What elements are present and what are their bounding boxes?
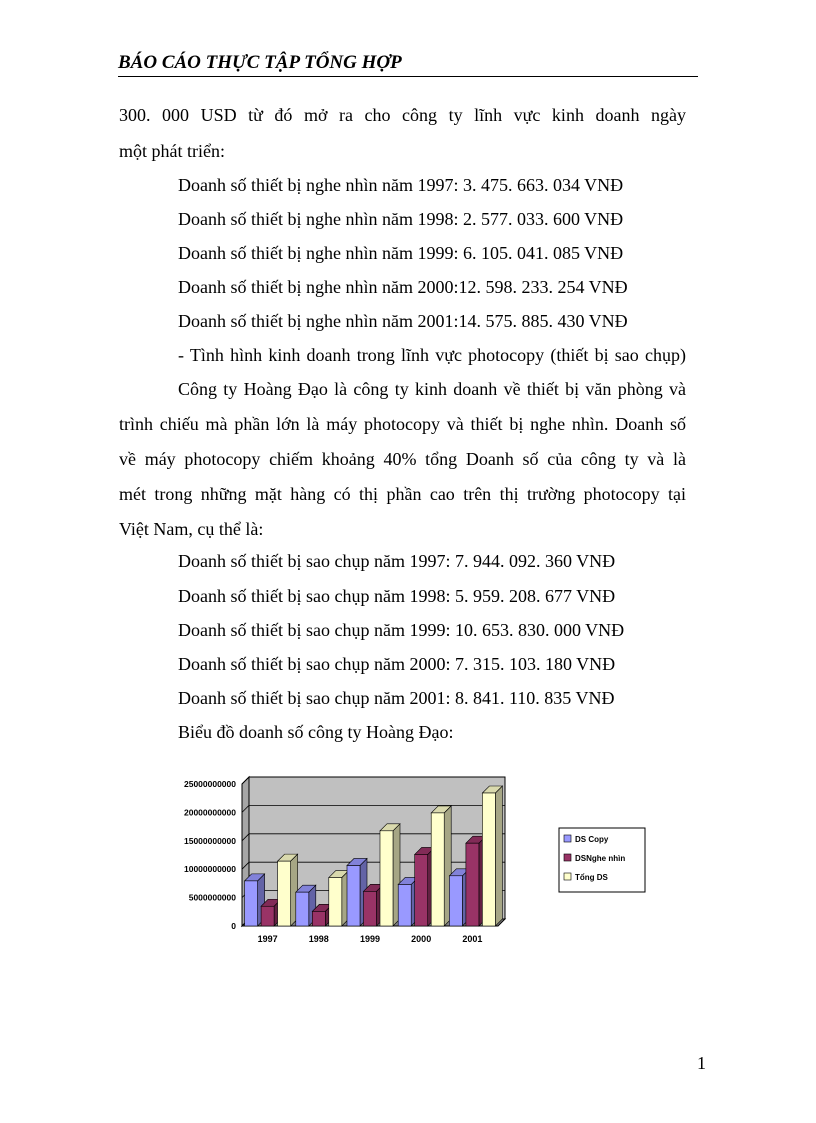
bar-front xyxy=(296,892,309,926)
bar-front xyxy=(415,854,428,926)
bar-front xyxy=(449,876,462,926)
paragraph-2-line-1: Công ty Hoàng Đạo là công ty kinh doanh về thiết bị văn phòng và xyxy=(178,379,686,399)
chart-ytick-label: 0 xyxy=(231,921,236,931)
bar-front xyxy=(312,911,325,926)
chart-ytick-label: 10000000000 xyxy=(183,864,236,875)
copy-sales-1998: Doanh số thiết bị sao chụp năm 1998: 5. 959. 208. 677 VNĐ xyxy=(178,586,616,606)
legend-swatch xyxy=(564,835,571,842)
bar-tổng-ds-2000 xyxy=(431,806,451,926)
bar-front xyxy=(329,878,342,926)
av-sales-1999: Doanh số thiết bị nghe nhìn năm 1999: 6. 105. 041. 085 VNĐ xyxy=(178,243,624,263)
bar-side xyxy=(495,786,502,926)
av-sales-1997: Doanh số thiết bị nghe nhìn năm 1997: 3. 475. 663. 034 VNĐ xyxy=(178,175,624,195)
bar-tổng-ds-1998 xyxy=(329,871,349,926)
copy-sales-2001: Doanh số thiết bị sao chụp năm 2001: 8. 841. 110. 835 VNĐ xyxy=(178,688,615,708)
page-number: 1 xyxy=(697,1053,706,1073)
legend-label: Tổng DS xyxy=(575,873,608,882)
chart-xtick-label: 1998 xyxy=(308,934,329,944)
copy-sales-2000: Doanh số thiết bị sao chụp năm 2000: 7. 315. 103. 180 VNĐ xyxy=(178,654,616,674)
chart-ytick-label: 20000000000 xyxy=(183,807,236,818)
av-sales-2000: Doanh số thiết bị nghe nhìn năm 2000:12. 598. 233. 254 VNĐ xyxy=(178,277,628,297)
paragraph-1-line-2: một phát triển: xyxy=(119,141,225,161)
header-rule xyxy=(118,76,698,77)
legend-swatch xyxy=(564,854,571,861)
bar-front xyxy=(261,906,274,926)
bar-front xyxy=(245,881,258,926)
copy-sales-1997: Doanh số thiết bị sao chụp năm 1997: 7. 944. 092. 360 VNĐ xyxy=(178,551,616,571)
bar-tổng-ds-2001 xyxy=(482,786,502,926)
chart-xtick-label: 2001 xyxy=(462,934,483,944)
bar-front xyxy=(347,865,360,926)
legend-label: DS Copy xyxy=(575,835,609,844)
chart-ytick-label: 25000000000 xyxy=(183,779,236,789)
sales-bar-chart xyxy=(183,770,652,960)
bar-tổng-ds-1999 xyxy=(380,824,400,926)
legend-label: DSNghe nhìn xyxy=(575,854,626,863)
photocopy-section-heading: - Tình hình kinh doanh trong lĩnh vực photocopy (thiết bị sao chụp) xyxy=(178,345,686,365)
paragraph-2-line-3: về máy photocopy chiếm khoảng 40% tổng Doanh số của công ty và là xyxy=(119,449,686,469)
chart-xtick-label: 1997 xyxy=(257,934,278,944)
legend-swatch xyxy=(564,873,571,880)
chart-caption: Biểu đồ doanh số công ty Hoàng Đạo: xyxy=(178,722,454,742)
report-header-title: BÁO CÁO THỰC TẬP TỔNG HỢP xyxy=(118,52,402,73)
bar-front xyxy=(398,884,411,926)
av-sales-2001: Doanh số thiết bị nghe nhìn năm 2001:14. 575. 885. 430 VNĐ xyxy=(178,311,628,331)
chart-xtick-label: 2000 xyxy=(411,934,432,944)
bar-front xyxy=(278,861,291,926)
paragraph-2-line-2: trình chiếu mà phần lớn là máy photocopy và thiết bị nghe nhìn. Doanh số xyxy=(119,414,686,434)
bar-front xyxy=(466,843,479,926)
bar-front xyxy=(482,793,495,926)
bar-front xyxy=(431,813,444,926)
bar-front xyxy=(380,831,393,926)
paragraph-1-line-1: 300. 000 USD từ đó mở ra cho công ty lĩnh vực kinh doanh ngày xyxy=(119,105,686,125)
chart-xtick-label: 1999 xyxy=(359,934,381,944)
paragraph-2-line-5: Việt Nam, cụ thể là: xyxy=(119,519,264,539)
bar-tổng-ds-1997 xyxy=(278,854,298,926)
av-sales-1998: Doanh số thiết bị nghe nhìn năm 1998: 2. 577. 033. 600 VNĐ xyxy=(178,209,624,229)
bar-front xyxy=(364,891,377,926)
copy-sales-1999: Doanh số thiết bị sao chụp năm 1999: 10. 653. 830. 000 VNĐ xyxy=(178,620,625,640)
paragraph-2-line-4: mét trong những mặt hàng có thị phần cao trên thị trường photocopy tại xyxy=(119,484,686,504)
chart-ytick-label: 15000000000 xyxy=(183,835,236,846)
chart-ytick-label: 5000000000 xyxy=(188,892,236,903)
